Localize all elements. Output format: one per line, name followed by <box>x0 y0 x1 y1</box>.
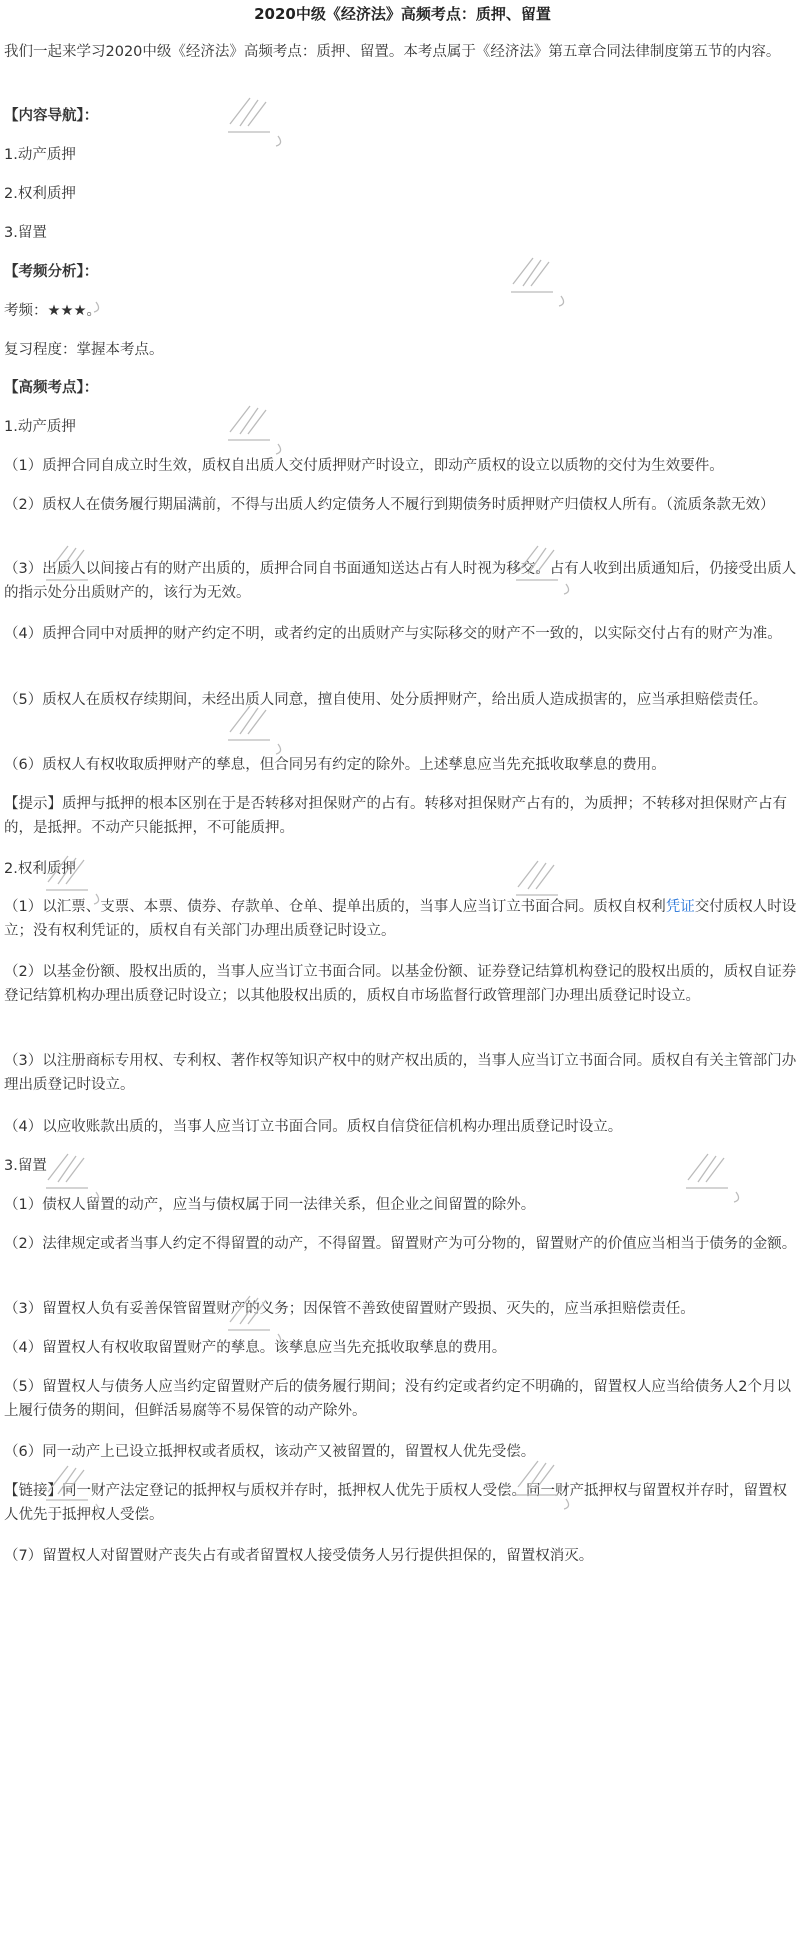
section-1-title: 1.动产质押 <box>4 419 76 435</box>
points-heading: 【高频考点】： <box>4 380 99 396</box>
s1-item-5: （5）质权人在质权存续期间，未经出质人同意，擅自使用、处分质押财产，给出质人造成损害的，应当承担赔偿责任。 <box>4 692 768 708</box>
tip-paragraph: 【提示】质押与抵押的根本区别在于是否转移对担保财产的占有。转移对担保财产占有的，为质押；不转移对担保财产占有的，是抵押。不动产只能抵押，不可能质押。 <box>4 796 787 836</box>
link-note-paragraph: 【链接】同一财产法定登记的抵押权与质权并存时，抵押权人优先于质权人受偿。同一财产抵押权与留置权并存时，留置权人优先于抵押权人受偿。 <box>4 1483 787 1523</box>
nav-item-1: 1.动产质押 <box>4 147 76 163</box>
s3-item-1: （1）债权人留置的动产，应当与债权属于同一法律关系，但企业之间留置的除外。 <box>4 1197 536 1213</box>
s3-item-7: （7）留置权人对留置财产丧失占有或者留置权人接受债务人另行提供担保的，留置权消灭。 <box>4 1548 594 1564</box>
s1-item-2: （2）质权人在债务履行期届满前，不得与出质人约定债务人不履行到期债务时质押财产归债权人所有。（流质条款无效） <box>4 497 775 513</box>
nav-item-2: 2.权利质押 <box>4 186 76 202</box>
s1-item-6: （6）质权人有权收取质押财产的孳息，但合同另有约定的除外。上述孳息应当先充抵收取孳息的费用。 <box>4 757 666 773</box>
s2-item-2: （2）以基金份额、股权出质的，当事人应当订立书面合同。以基金份额、证券登记结算机构登记的股权出质的，质权自证券登记结算机构办理出质登记时设立；以其他股权出质的，质权自市场监督行政管理部门办理出质登记时设立。 <box>4 964 797 1004</box>
s1-item-3: （3）出质人以间接占有的财产出质的，质押合同自书面通知送达占有人时视为移交。占有人收到出质通知后，仍接受出质人的指示处分出质财产的，该行为无效。 <box>4 561 797 601</box>
s3-item-3: （3）留置权人负有妥善保管留置财产的义务；因保管不善致使留置财产毁损、灭失的，应当承担赔偿责任。 <box>4 1301 695 1317</box>
intro-paragraph: 我们一起来学习2020中级《经济法》高频考点：质押、留置。本考点属于《经济法》第五章合同法律制度第五节的内容。 <box>4 44 781 60</box>
s3-item-2: （2）法律规定或者当事人约定不得留置的动产，不得留置。留置财产为可分物的，留置财产的价值应当相当于债务的金额。 <box>4 1236 797 1252</box>
s2-item-3: （3）以注册商标专用权、专利权、著作权等知识产权中的财产权出质的，当事人应当订立书面合同。质权自有关主管部门办理出质登记时设立。 <box>4 1053 797 1093</box>
review-text: 复习程度：掌握本考点。 <box>4 342 164 358</box>
frequency-text: 考频：★★★。 <box>4 303 101 319</box>
section-2-title: 2.权利质押 <box>4 861 76 877</box>
s2-item-1 <box>4 895 801 943</box>
s2-item-1-text-b: 交付质权人时设立；没有权利凭证的，质权自有关部门办理出质登记时设立。 <box>4 899 797 939</box>
analysis-heading: 【考频分析】： <box>4 264 99 280</box>
s2-item-1-text-a: （1）以汇票、支票、本票、债券、存款单、仓单、提单出质的，当事人应当订立书面合同。质权自权利 <box>4 899 666 915</box>
section-3-title: 3.留置 <box>4 1158 47 1174</box>
article-title: 2020中级《经济法》高频考点：质押、留置 <box>254 5 551 23</box>
s3-item-5: （5）留置权人与债务人应当约定留置财产后的债务履行期间；没有约定或者约定不明确的，留置权人应当给债务人2个月以上履行债务的期间，但鲜活易腐等不易保管的动产除外。 <box>4 1379 791 1419</box>
s3-item-6: （6）同一动产上已设立抵押权或者质权，该动产又被留置的，留置权人优先受偿。 <box>4 1444 536 1460</box>
s2-item-4: （4）以应收账款出质的，当事人应当订立书面合同。质权自信贷征信机构办理出质登记时设立。 <box>4 1119 623 1135</box>
s3-item-4: （4）留置权人有权收取留置财产的孳息。该孳息应当先充抵收取孳息的费用。 <box>4 1340 507 1356</box>
s1-item-1: （1）质押合同自成立时生效，质权自出质人交付质押财产时设立，即动产质权的设立以质物的交付为生效要件。 <box>4 458 724 474</box>
voucher-link[interactable]: 凭证 <box>665 899 695 915</box>
nav-heading: 【内容导航】： <box>4 108 99 124</box>
s1-item-4: （4）质押合同中对质押的财产约定不明，或者约定的出质财产与实际移交的财产不一致的，以实际交付占有的财产为准。 <box>4 626 782 642</box>
nav-item-3: 3.留置 <box>4 225 47 241</box>
